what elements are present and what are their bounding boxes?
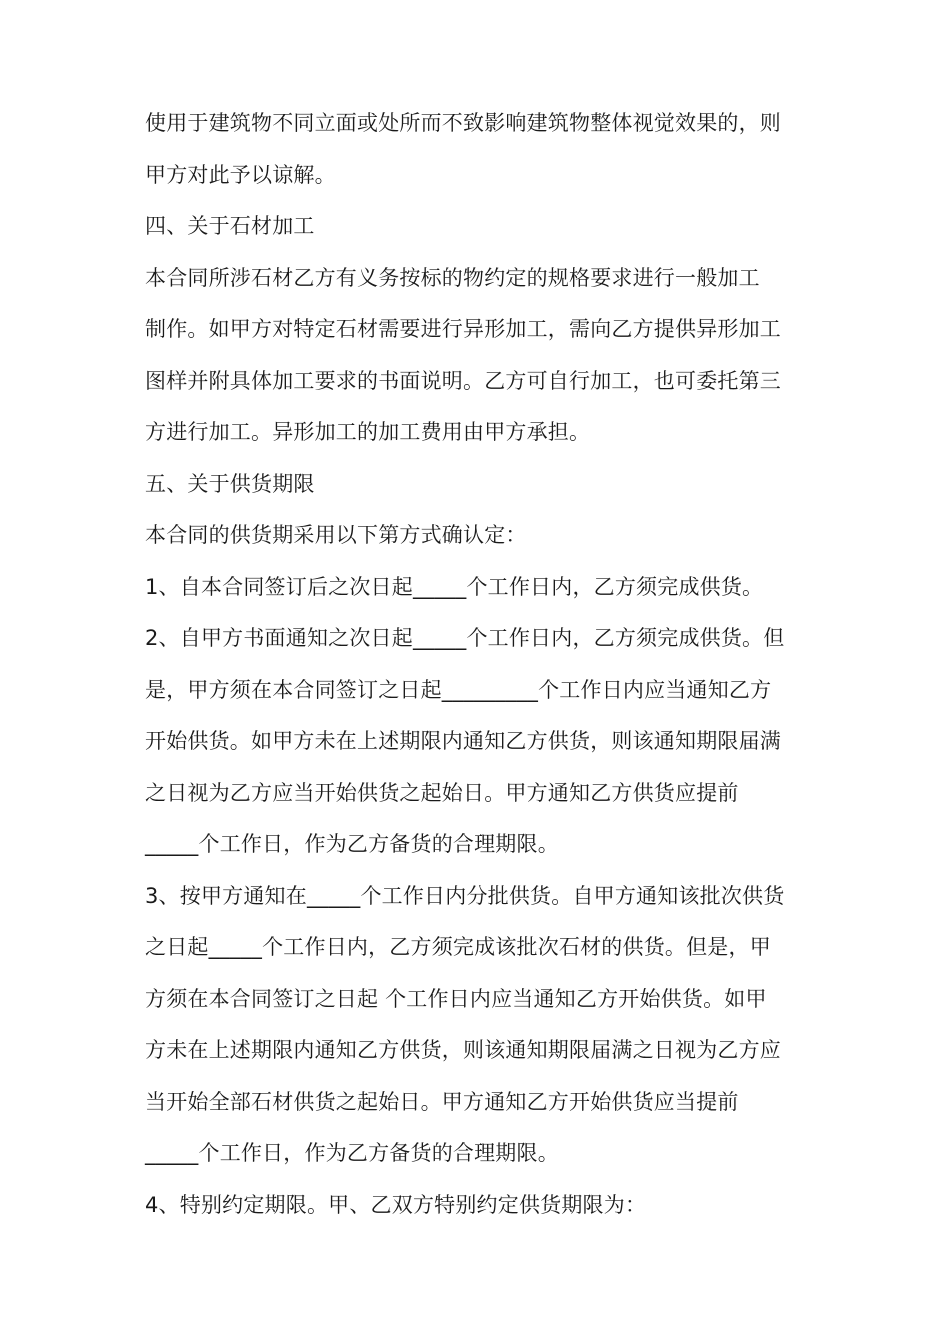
text-line: 开始供货。如甲方未在上述期限内通知乙方供货，则该通知期限届满 (145, 729, 781, 753)
text-line: 方未在上述期限内通知乙方供货，则该通知期限届满之日视为乙方应 (145, 1038, 781, 1062)
list-item: 1、自本合同签订后之次日起_____个工作日内，乙方须完成供货。 (145, 574, 764, 599)
list-item: 4、特别约定期限。甲、乙双方特别约定供货期限为： (145, 1192, 647, 1217)
text-line: 使用于建筑物不同立面或处所而不致影响建筑物整体视觉效果的，则 (145, 111, 781, 135)
section-heading: 四、关于石材加工 (145, 214, 315, 238)
text-line: _____个工作日，作为乙方备货的合理期限。 (145, 832, 559, 856)
text-line: 之日视为乙方应当开始供货之起始日。甲方通知乙方供货应提前 (145, 780, 739, 805)
text-line: 方进行加工。异形加工的加工费用由甲方承担。 (145, 420, 591, 444)
text-line: 图样并附具体加工要求的书面说明。乙方可自行加工，也可委托第三 (145, 368, 781, 393)
text-line: 制作。如甲方对特定石材需要进行异形加工，需向乙方提供异形加工 (145, 317, 781, 341)
text-line: _____个工作日，作为乙方备货的合理期限。 (145, 1141, 559, 1165)
text-line: 本合同的供货期采用以下第方式确认定： (145, 523, 527, 547)
text-line: 是，甲方须在本合同签订之日起_________个工作日内应当通知乙方 (145, 677, 772, 702)
text-line: 当开始全部石材供货之起始日。甲方通知乙方开始供货应当提前 (145, 1089, 739, 1114)
list-item: 3、按甲方通知在_____个工作日内分批供货。自甲方通知该批次供货 (145, 883, 785, 908)
text-line: 之日起_____个工作日内，乙方须完成该批次石材的供货。但是，甲 (145, 935, 771, 959)
document-body (145, 98, 817, 1231)
text-line: 方须在本合同签订之日起 个工作日内应当通知乙方开始供货。如甲 (145, 986, 767, 1011)
text-line: 本合同所涉石材乙方有义务按标的物约定的规格要求进行一般加工 (145, 265, 760, 290)
text-line: 甲方对此予以谅解。 (145, 162, 336, 187)
list-item: 2、自甲方书面通知之次日起_____个工作日内，乙方须完成供货。但 (145, 626, 785, 650)
section-heading: 五、关于供货期限 (145, 471, 315, 496)
